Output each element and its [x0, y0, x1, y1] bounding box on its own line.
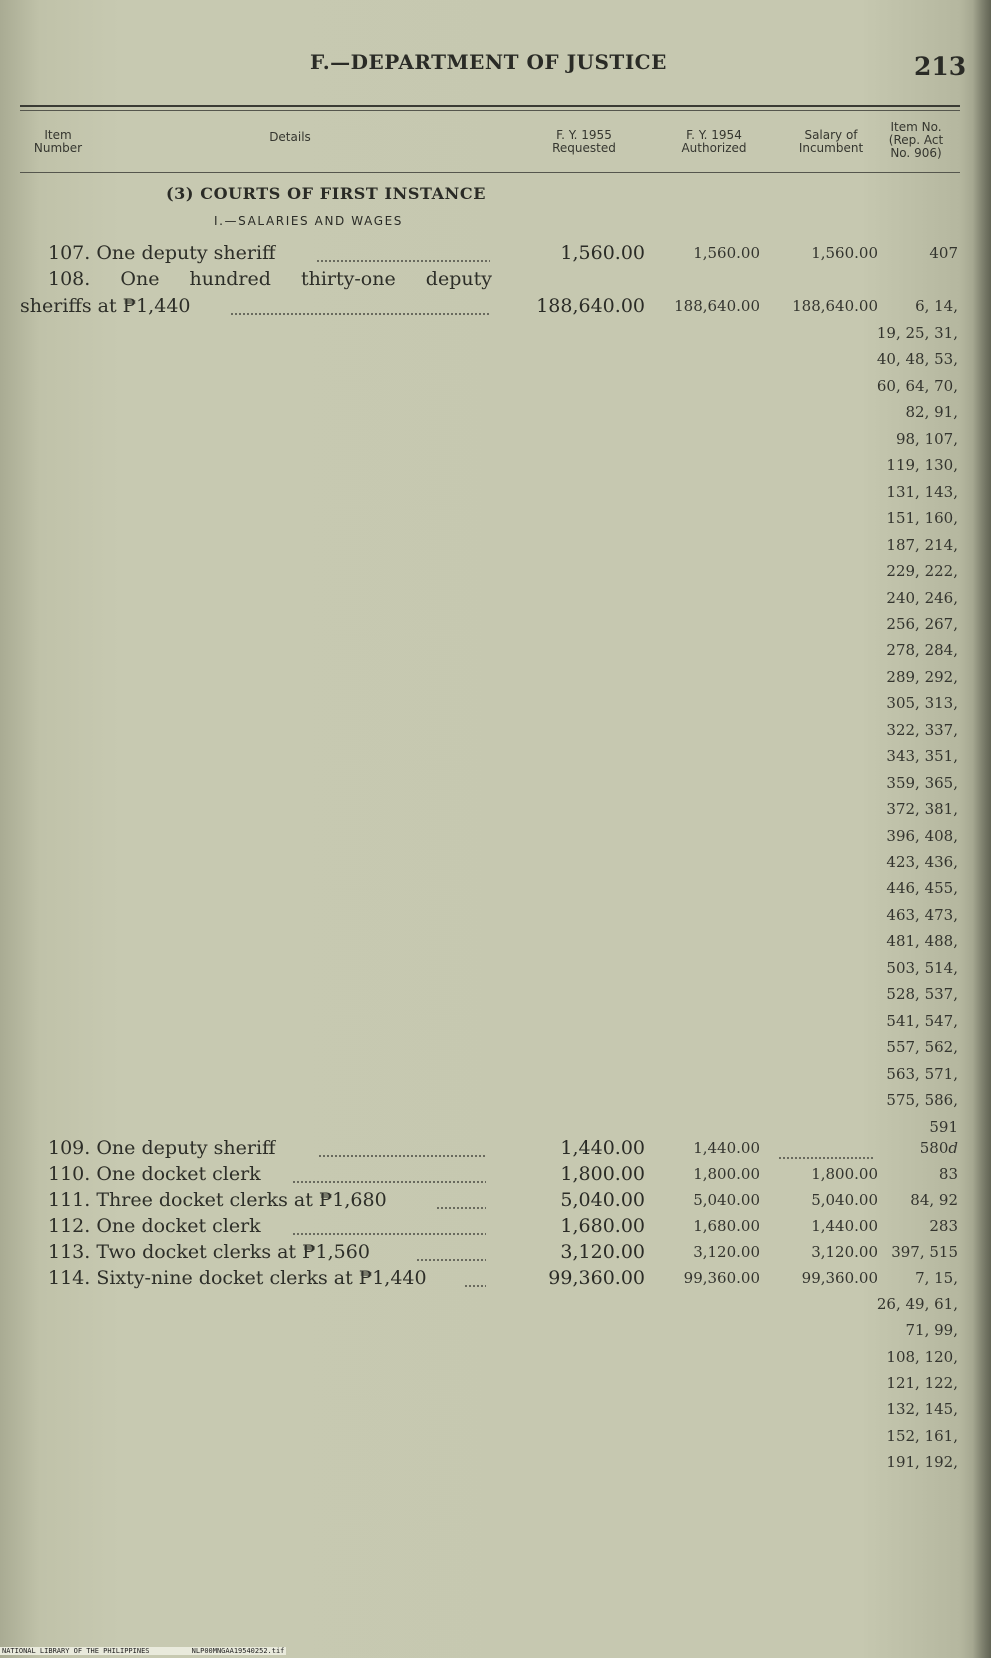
row-details: 109. One deputy sheriff — [48, 1137, 276, 1159]
fy1955-value: 99,360.00 — [548, 1267, 645, 1289]
item-no-continuation: 98, 107, — [895, 429, 958, 448]
table-row — [0, 268, 991, 294]
section-title: (3) COURTS OF FIRST INSTANCE — [166, 184, 487, 203]
row-details: 108. One hundred thirty-one deputy — [48, 268, 492, 290]
fy1954-value: 1,440.00 — [693, 1139, 760, 1157]
item-no-continuation: 119, 130, — [886, 456, 958, 475]
col-fy1954: F. Y. 1954 Authorized — [681, 128, 747, 155]
header-rule-thin — [20, 110, 960, 111]
table-row — [0, 1163, 991, 1189]
archive-footer: NATIONAL LIBRARY OF THE PHILIPPINES NLP00MNGAA19540252.tif — [2, 1647, 285, 1655]
table-row — [0, 242, 991, 268]
salary-value: 1,800.00 — [811, 1165, 878, 1183]
item-no-continuation: 191, 192, — [886, 1452, 958, 1471]
salary-value: 99,360.00 — [801, 1269, 878, 1287]
table-row — [0, 1137, 991, 1163]
item-no-continuation: 278, 284, — [886, 641, 958, 660]
item-no-continuation: 446, 455, — [886, 879, 958, 898]
item-no-continuation: 121, 122, — [886, 1373, 958, 1392]
col-salary: Salary of Incumbent — [798, 128, 864, 155]
salary-value: 1,440.00 — [811, 1217, 878, 1235]
item-no-continuation: 26, 49, 61, — [876, 1295, 958, 1313]
item-no-continuation: 187, 214, — [886, 535, 958, 554]
item-no-continuation: 108, 120, — [886, 1347, 958, 1366]
table-row — [0, 295, 991, 321]
fy1955-value: 1,560.00 — [560, 242, 645, 264]
row-details: 107. One deputy sheriff — [48, 242, 276, 264]
item-no-continuation: 305, 313, — [886, 694, 958, 713]
salary-value: 1,560.00 — [811, 244, 878, 262]
salary-blank-dots — [778, 1157, 873, 1159]
item-no-continuation: 240, 246, — [886, 588, 958, 607]
col-fy1955: F. Y. 1955 Requested — [552, 128, 616, 155]
leader-dots — [464, 1285, 486, 1287]
item-no-value: 397, 515 — [891, 1243, 958, 1261]
col-details: Details — [269, 130, 311, 144]
item-no-continuation: 591 — [929, 1117, 958, 1136]
item-no-value: 6, 14, — [915, 297, 958, 315]
item-no-value: 407 — [929, 244, 958, 262]
table-row — [0, 1189, 991, 1215]
leader-dots — [230, 313, 490, 315]
item-no-value: 83 — [938, 1165, 958, 1183]
subsection-title: I.—SALARIES AND WAGES — [214, 214, 404, 228]
leader-dots — [318, 1155, 486, 1157]
leader-dots — [316, 260, 490, 262]
row-details-cont: sheriffs at ₱1,440 — [20, 295, 191, 317]
table-row — [0, 1241, 991, 1267]
fy1954-value: 188,640.00 — [674, 297, 760, 315]
fy1954-value: 1,800.00 — [693, 1165, 760, 1183]
item-no-continuation: 372, 381, — [886, 800, 958, 819]
item-no-continuation: 60, 64, 70, — [876, 376, 958, 395]
leader-dots — [416, 1259, 486, 1261]
fy1955-value: 1,800.00 — [560, 1163, 645, 1185]
col-item-no-act: Item No. (Rep. Act No. 906) — [888, 120, 944, 160]
item-no-continuation: 131, 143, — [886, 482, 958, 501]
row-details: 114. Sixty-nine docket clerks at ₱1,440 — [48, 1267, 427, 1289]
item-no-continuation: 396, 408, — [886, 826, 958, 845]
fy1955-value: 3,120.00 — [560, 1241, 645, 1263]
leader-dots — [292, 1181, 486, 1183]
item-no-value: 283 — [929, 1217, 958, 1235]
item-no-continuation: 343, 351, — [886, 747, 958, 766]
item-no-continuation: 19, 25, 31, — [876, 324, 958, 342]
item-no-continuation: 557, 562, — [886, 1038, 958, 1057]
fy1954-value: 1,680.00 — [693, 1217, 760, 1235]
fy1954-value: 1,560.00 — [693, 244, 760, 262]
item-no-continuation: 481, 488, — [886, 932, 958, 951]
running-head: F.—DEPARTMENT OF JUSTICE — [310, 50, 667, 74]
item-no-continuation: 71, 99, — [905, 1321, 958, 1340]
fy1955-value: 5,040.00 — [560, 1189, 645, 1211]
table-row — [0, 1267, 991, 1293]
salary-value: 3,120.00 — [811, 1243, 878, 1261]
item-no-continuation: 229, 222, — [886, 562, 958, 581]
item-no-continuation: 423, 436, — [886, 853, 958, 871]
fy1954-value: 3,120.00 — [693, 1243, 760, 1261]
item-no-continuation: 463, 473, — [886, 905, 958, 924]
item-no-continuation: 132, 145, — [886, 1400, 958, 1419]
page-number: 213 — [914, 52, 967, 81]
leader-dots — [436, 1207, 486, 1209]
fy1954-value: 99,360.00 — [683, 1269, 760, 1287]
item-no-continuation: 256, 267, — [886, 614, 958, 633]
row-details: 111. Three docket clerks at ₱1,680 — [48, 1189, 387, 1211]
table-row — [0, 1215, 991, 1241]
fy1955-value: 1,680.00 — [560, 1215, 645, 1237]
fy1955-value: 1,440.00 — [560, 1137, 645, 1159]
item-no-continuation: 151, 160, — [886, 509, 958, 528]
item-no-value: 580d — [919, 1139, 958, 1157]
item-no-continuation: 541, 547, — [886, 1011, 958, 1030]
item-no-continuation: 503, 514, — [886, 958, 958, 977]
salary-value: 188,640.00 — [792, 297, 878, 315]
leader-dots — [292, 1233, 486, 1235]
row-details: 110. One docket clerk — [48, 1163, 261, 1185]
item-no-continuation: 528, 537, — [886, 985, 958, 1004]
item-no-continuation: 152, 161, — [886, 1426, 958, 1445]
item-no-continuation: 40, 48, 53, — [876, 350, 958, 369]
row-details: 112. One docket clerk — [48, 1215, 261, 1237]
fy1954-value: 5,040.00 — [693, 1191, 760, 1209]
col-item-number: Item Number — [33, 128, 83, 155]
salary-value: 5,040.00 — [811, 1191, 878, 1209]
item-no-continuation: 359, 365, — [886, 773, 958, 792]
item-no-value: 84, 92 — [910, 1191, 958, 1209]
item-no-continuation: 322, 337, — [886, 720, 958, 739]
header-rule — [20, 105, 960, 107]
item-no-continuation: 575, 586, — [886, 1091, 958, 1110]
row-details: 113. Two docket clerks at ₱1,560 — [48, 1241, 370, 1263]
fy1955-value: 188,640.00 — [536, 295, 645, 317]
item-no-continuation: 563, 571, — [886, 1064, 958, 1083]
item-no-continuation: 82, 91, — [905, 403, 958, 422]
item-no-continuation: 289, 292, — [886, 667, 958, 686]
column-head-rule — [20, 172, 960, 173]
item-no-value: 7, 15, — [915, 1269, 958, 1287]
